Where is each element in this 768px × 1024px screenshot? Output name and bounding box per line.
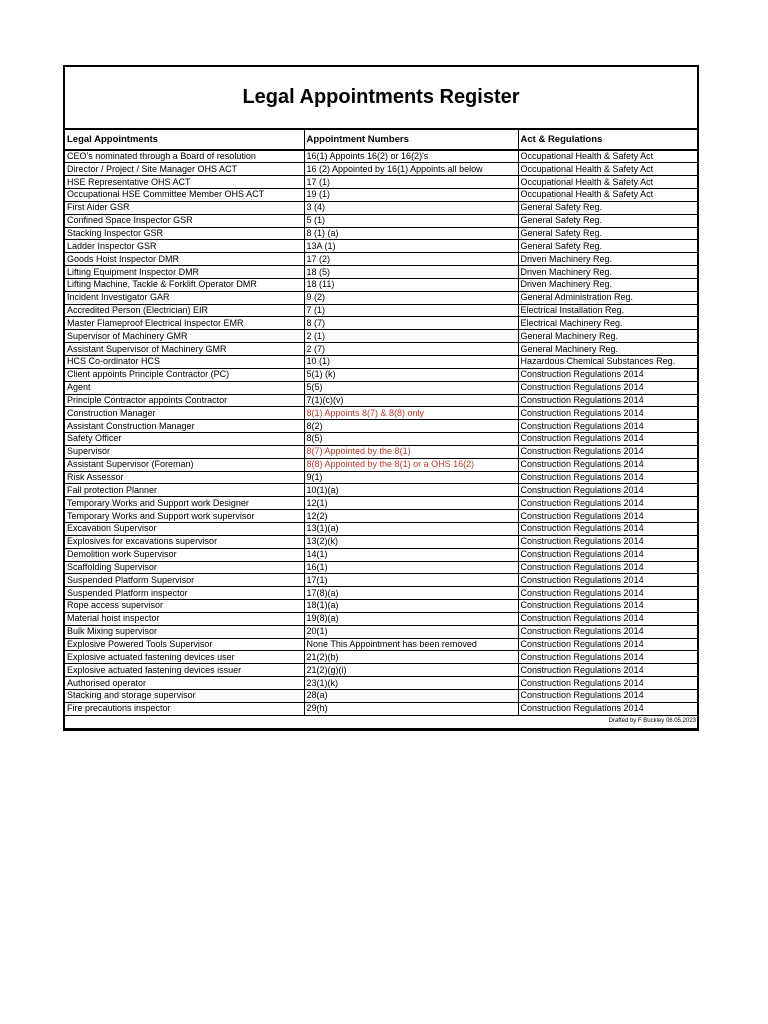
- appointment-cell: Assistant Supervisor (Foreman): [65, 458, 304, 471]
- act-regulation-cell: Occupational Health & Safety Act: [518, 163, 697, 176]
- appointment-cell: Suspended Platform inspector: [65, 587, 304, 600]
- table-row: [65, 266, 697, 279]
- appointment-number-cell: 17(1): [304, 574, 518, 587]
- table-row: [65, 420, 697, 433]
- table-row: [65, 651, 697, 664]
- table-row: [65, 445, 697, 458]
- act-regulation-cell: Construction Regulations 2014: [518, 574, 697, 587]
- table-row: [65, 612, 697, 625]
- act-regulation-cell: Construction Regulations 2014: [518, 497, 697, 510]
- appointment-number-cell: 12(1): [304, 497, 518, 510]
- table-row: [65, 433, 697, 446]
- appointment-number-cell: 17 (1): [304, 176, 518, 189]
- act-regulation-cell: Construction Regulations 2014: [518, 433, 697, 446]
- table-row: [65, 510, 697, 523]
- appointment-cell: Excavation Supervisor: [65, 522, 304, 535]
- act-regulation-cell: Construction Regulations 2014: [518, 561, 697, 574]
- table-row: [65, 458, 697, 471]
- table-row: [65, 291, 697, 304]
- table-row: [65, 625, 697, 638]
- table-row: [65, 227, 697, 240]
- appointment-number-cell: None This Appointment has been removed: [304, 638, 518, 651]
- appointment-number-cell: 17(8)(a): [304, 587, 518, 600]
- act-regulation-cell: Driven Machinery Reg.: [518, 266, 697, 279]
- act-regulation-cell: Occupational Health & Safety Act: [518, 176, 697, 189]
- table-row: [65, 702, 697, 715]
- appointment-cell: Ladder Inspector GSR: [65, 240, 304, 253]
- appointment-cell: Material hoist inspector: [65, 612, 304, 625]
- table-row: [65, 304, 697, 317]
- appointment-number-cell: 5 (1): [304, 214, 518, 227]
- appointment-cell: Risk Assessor: [65, 471, 304, 484]
- act-regulation-cell: General Administration Reg.: [518, 291, 697, 304]
- act-regulation-cell: Construction Regulations 2014: [518, 522, 697, 535]
- act-regulation-cell: Driven Machinery Reg.: [518, 278, 697, 291]
- table-row: [65, 356, 697, 369]
- appointment-cell: HCS Co-ordinator HCS: [65, 356, 304, 369]
- appointment-number-cell: 7 (1): [304, 304, 518, 317]
- appointment-cell: Lifting Equipment Inspector DMR: [65, 266, 304, 279]
- appointment-number-cell: 16 (2) Appointed by 16(1) Appoints all below: [304, 163, 518, 176]
- appointment-number-cell: 8 (7): [304, 317, 518, 330]
- appointment-number-cell: 8(5): [304, 433, 518, 446]
- act-regulation-cell: Construction Regulations 2014: [518, 587, 697, 600]
- table-row: [65, 317, 697, 330]
- page-title: Legal Appointments Register: [242, 86, 520, 108]
- appointment-number-cell: 20(1): [304, 625, 518, 638]
- act-regulation-cell: Electrical Machinery Reg.: [518, 317, 697, 330]
- appointment-number-cell: 14(1): [304, 548, 518, 561]
- table-row: [65, 330, 697, 343]
- act-regulation-cell: Construction Regulations 2014: [518, 664, 697, 677]
- table-row: [65, 471, 697, 484]
- appointment-number-cell: 8(2): [304, 420, 518, 433]
- appointment-cell: Rope access supervisor: [65, 600, 304, 613]
- appointment-cell: Stacking and storage supervisor: [65, 689, 304, 702]
- appointment-cell: Incident Investigator GAR: [65, 291, 304, 304]
- appointment-number-cell: 17 (2): [304, 253, 518, 266]
- act-regulation-cell: Construction Regulations 2014: [518, 548, 697, 561]
- drafted-by-note: Drafted by F Buckley 06.05.2023: [65, 715, 697, 728]
- table-row: [65, 343, 697, 356]
- table-row: [65, 677, 697, 690]
- act-regulation-cell: General Safety Reg.: [518, 227, 697, 240]
- appointment-number-cell: 18(1)(a): [304, 600, 518, 613]
- register-sheet: [63, 65, 699, 731]
- table-row: [65, 176, 697, 189]
- act-regulation-cell: Occupational Health & Safety Act: [518, 189, 697, 202]
- appointment-cell: Director / Project / Site Manager OHS ACT: [65, 163, 304, 176]
- appointment-number-cell: 12(2): [304, 510, 518, 523]
- act-regulation-cell: Construction Regulations 2014: [518, 689, 697, 702]
- appointment-cell: Temporary Works and Support work Designer: [65, 497, 304, 510]
- table-row: [65, 394, 697, 407]
- table-row: [65, 214, 697, 227]
- appointment-cell: Assistant Construction Manager: [65, 420, 304, 433]
- appointment-cell: Client appoints Principle Contractor (PC): [65, 368, 304, 381]
- appointment-cell: Agent: [65, 381, 304, 394]
- table-row: [65, 253, 697, 266]
- appointment-number-cell: 13(2)(k): [304, 535, 518, 548]
- act-regulation-cell: Construction Regulations 2014: [518, 458, 697, 471]
- appointment-cell: Supervisor of Machinery GMR: [65, 330, 304, 343]
- appointment-cell: Goods Hoist Inspector DMR: [65, 253, 304, 266]
- appointment-cell: Explosive actuated fastening devices issuer: [65, 664, 304, 677]
- appointment-number-cell: 9 (2): [304, 291, 518, 304]
- appointment-cell: Scaffolding Supervisor: [65, 561, 304, 574]
- act-regulation-cell: Construction Regulations 2014: [518, 510, 697, 523]
- appointment-number-cell: 5(1) (k): [304, 368, 518, 381]
- table-row: [65, 561, 697, 574]
- act-regulation-cell: General Safety Reg.: [518, 214, 697, 227]
- act-regulation-cell: Construction Regulations 2014: [518, 625, 697, 638]
- appointment-number-cell: 9(1): [304, 471, 518, 484]
- appointment-number-cell: 19 (1): [304, 189, 518, 202]
- act-regulation-cell: Construction Regulations 2014: [518, 407, 697, 420]
- appointment-cell: Occupational HSE Committee Member OHS ACT: [65, 189, 304, 202]
- appointment-cell: Assistant Supervisor of Machinery GMR: [65, 343, 304, 356]
- table-row: [65, 574, 697, 587]
- table-row: [65, 163, 697, 176]
- appointment-number-cell: 28(a): [304, 689, 518, 702]
- table-body: [65, 150, 697, 715]
- appointment-number-cell: 8(7) Appointed by the 8(1): [304, 445, 518, 458]
- header-act-regulations: Act & Regulations: [518, 130, 697, 150]
- appointment-number-cell: 7(1)(c)(v): [304, 394, 518, 407]
- appointment-number-cell: 13A (1): [304, 240, 518, 253]
- act-regulation-cell: Construction Regulations 2014: [518, 612, 697, 625]
- appointment-number-cell: 23(1)(k): [304, 677, 518, 690]
- appointment-cell: Temporary Works and Support work supervisor: [65, 510, 304, 523]
- appointment-number-cell: 10 (1): [304, 356, 518, 369]
- act-regulation-cell: Construction Regulations 2014: [518, 651, 697, 664]
- appointment-number-cell: 16(1): [304, 561, 518, 574]
- appointment-number-cell: 29(h): [304, 702, 518, 715]
- table-row: [65, 522, 697, 535]
- appointment-number-cell: 19(8)(a): [304, 612, 518, 625]
- act-regulation-cell: General Safety Reg.: [518, 201, 697, 214]
- appointment-number-cell: 16(1) Appoints 16(2) or 16(2)'s: [304, 150, 518, 163]
- appointment-cell: Explosives for excavations supervisor: [65, 535, 304, 548]
- appointment-number-cell: 13(1)(a): [304, 522, 518, 535]
- appointment-number-cell: 8(8) Appointed by the 8(1) or a OHS 16(2): [304, 458, 518, 471]
- table-row: [65, 497, 697, 510]
- table-row: [65, 535, 697, 548]
- appointment-cell: Accredited Person (Electrician) EIR: [65, 304, 304, 317]
- title-row: [65, 67, 697, 130]
- act-regulation-cell: Construction Regulations 2014: [518, 420, 697, 433]
- appointment-cell: Principle Contractor appoints Contractor: [65, 394, 304, 407]
- appointment-cell: Master Flameproof Electrical Inspector EMR: [65, 317, 304, 330]
- table-row: [65, 240, 697, 253]
- appointment-cell: Explosive Powered Tools Supervisor: [65, 638, 304, 651]
- appointment-cell: First Aider GSR: [65, 201, 304, 214]
- appointment-cell: CEO's nominated through a Board of resolution: [65, 150, 304, 163]
- table-row: [65, 689, 697, 702]
- appointment-number-cell: 21(2)(b): [304, 651, 518, 664]
- appointment-number-cell: 5(5): [304, 381, 518, 394]
- table-row: [65, 664, 697, 677]
- appointment-number-cell: 18 (11): [304, 278, 518, 291]
- table-header-row: [65, 130, 697, 150]
- header-legal-appointments: Legal Appointments: [65, 130, 304, 150]
- appointment-number-cell: 2 (7): [304, 343, 518, 356]
- appointment-number-cell: 10(1)(a): [304, 484, 518, 497]
- appointment-cell: Bulk Mixing supervisor: [65, 625, 304, 638]
- table-row: [65, 381, 697, 394]
- act-regulation-cell: Construction Regulations 2014: [518, 381, 697, 394]
- act-regulation-cell: Construction Regulations 2014: [518, 445, 697, 458]
- table-row: [65, 189, 697, 202]
- appointment-cell: Stacking Inspector GSR: [65, 227, 304, 240]
- appointment-number-cell: 2 (1): [304, 330, 518, 343]
- act-regulation-cell: Construction Regulations 2014: [518, 484, 697, 497]
- act-regulation-cell: Construction Regulations 2014: [518, 638, 697, 651]
- appointment-number-cell: 3 (4): [304, 201, 518, 214]
- table-row: [65, 278, 697, 291]
- act-regulation-cell: Construction Regulations 2014: [518, 600, 697, 613]
- table-row: [65, 368, 697, 381]
- appointment-cell: Confined Space Inspector GSR: [65, 214, 304, 227]
- act-regulation-cell: Construction Regulations 2014: [518, 677, 697, 690]
- act-regulation-cell: Driven Machinery Reg.: [518, 253, 697, 266]
- table-row: [65, 548, 697, 561]
- appointment-cell: Supervisor: [65, 445, 304, 458]
- appointment-number-cell: 18 (5): [304, 266, 518, 279]
- act-regulation-cell: Electrical Installation Reg.: [518, 304, 697, 317]
- act-regulation-cell: Construction Regulations 2014: [518, 394, 697, 407]
- table-row: [65, 587, 697, 600]
- table-row: [65, 201, 697, 214]
- act-regulation-cell: General Machinery Reg.: [518, 330, 697, 343]
- table-row: [65, 407, 697, 420]
- act-regulation-cell: General Machinery Reg.: [518, 343, 697, 356]
- appointment-cell: Suspended Platform Supervisor: [65, 574, 304, 587]
- act-regulation-cell: Hazardous Chemical Substances Reg.: [518, 356, 697, 369]
- appointments-table: [65, 130, 697, 729]
- table-row: [65, 150, 697, 163]
- appointment-cell: Fire precautions inspector: [65, 702, 304, 715]
- appointment-cell: Authorised operator: [65, 677, 304, 690]
- footer-row: [65, 715, 697, 728]
- appointment-cell: Lifting Machine, Tackle & Forklift Operator DMR: [65, 278, 304, 291]
- appointment-cell: Fall protection Planner: [65, 484, 304, 497]
- table-row: [65, 484, 697, 497]
- act-regulation-cell: Construction Regulations 2014: [518, 368, 697, 381]
- appointment-number-cell: 8(1) Appoints 8(7) & 8(8) only: [304, 407, 518, 420]
- header-appointment-numbers: Appointment Numbers: [304, 130, 518, 150]
- appointment-cell: HSE Representative OHS ACT: [65, 176, 304, 189]
- table-row: [65, 600, 697, 613]
- appointment-cell: Explosive actuated fastening devices user: [65, 651, 304, 664]
- act-regulation-cell: General Safety Reg.: [518, 240, 697, 253]
- appointment-cell: Construction Manager: [65, 407, 304, 420]
- appointment-cell: Demolition work Supervisor: [65, 548, 304, 561]
- act-regulation-cell: Construction Regulations 2014: [518, 535, 697, 548]
- appointment-cell: Safety Officer: [65, 433, 304, 446]
- appointment-number-cell: 21(2)(g)(i): [304, 664, 518, 677]
- table-row: [65, 638, 697, 651]
- appointment-number-cell: 8 (1) (a): [304, 227, 518, 240]
- act-regulation-cell: Construction Regulations 2014: [518, 471, 697, 484]
- act-regulation-cell: Occupational Health & Safety Act: [518, 150, 697, 163]
- act-regulation-cell: Construction Regulations 2014: [518, 702, 697, 715]
